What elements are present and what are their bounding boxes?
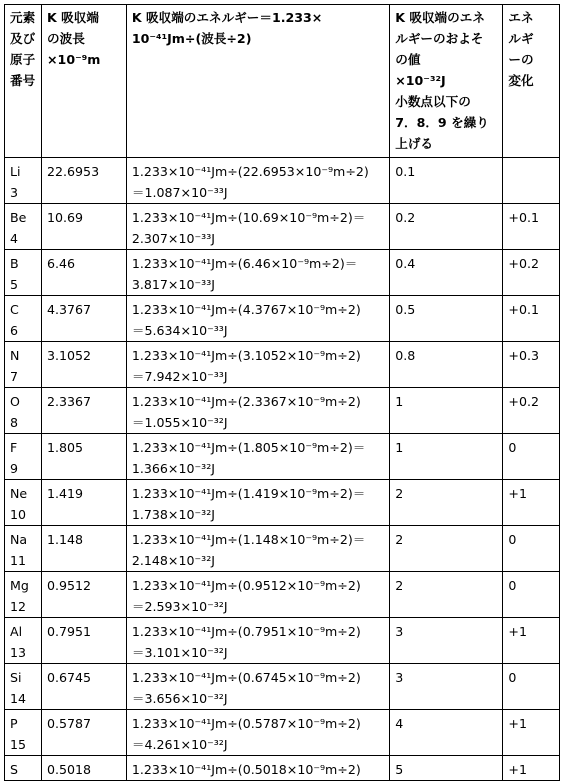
element-cell: Na 11 <box>5 526 42 572</box>
approx-energy-cell: 1 <box>390 388 503 434</box>
approx-energy-cell: 0.2 <box>390 204 503 250</box>
wavelength-cell: 0.7951 <box>42 618 127 664</box>
header-approx-energy: K 吸収端のエネ ルギーのおよそ の値 ×10⁻³²J 小数点以下の 7．8．9 を繰り 上げる <box>390 5 503 158</box>
wavelength-cell: 2.3367 <box>42 388 127 434</box>
energy-change-cell <box>503 158 560 204</box>
element-cell: Si 14 <box>5 664 42 710</box>
energy-calc-cell: 1.233×10⁻⁴¹Jm÷(10.69×10⁻⁹m÷2)＝ 2.307×10⁻³³J <box>126 204 389 250</box>
energy-change-cell: +0.2 <box>503 388 560 434</box>
energy-calc-cell: 1.233×10⁻⁴¹Jm÷(1.419×10⁻⁹m÷2)＝ 1.738×10⁻³²J <box>126 480 389 526</box>
approx-energy-cell: 0.1 <box>390 158 503 204</box>
element-cell: Mg 12 <box>5 572 42 618</box>
energy-calc-cell: 1.233×10⁻⁴¹Jm÷(0.7951×10⁻⁹m÷2) ＝3.101×10⁻³²J <box>126 618 389 664</box>
approx-energy-cell: 5 <box>390 756 503 781</box>
table-row <box>5 296 560 342</box>
energy-calc-cell: 1.233×10⁻⁴¹Jm÷(0.9512×10⁻⁹m÷2) ＝2.593×10⁻³²J <box>126 572 389 618</box>
element-cell: O 8 <box>5 388 42 434</box>
wavelength-cell: 1.805 <box>42 434 127 480</box>
wavelength-cell: 1.148 <box>42 526 127 572</box>
energy-change-cell: 0 <box>503 664 560 710</box>
table-row <box>5 388 560 434</box>
energy-change-cell: +1 <box>503 480 560 526</box>
header-row <box>5 5 560 158</box>
element-cell: N 7 <box>5 342 42 388</box>
wavelength-cell: 0.5787 <box>42 710 127 756</box>
table-row <box>5 710 560 756</box>
energy-change-cell: 0 <box>503 526 560 572</box>
table-row <box>5 204 560 250</box>
table-row <box>5 526 560 572</box>
energy-change-cell: +1 <box>503 756 560 781</box>
element-cell: S <box>5 756 42 781</box>
element-cell: P 15 <box>5 710 42 756</box>
approx-energy-cell: 0.8 <box>390 342 503 388</box>
energy-change-cell: +0.3 <box>503 342 560 388</box>
approx-energy-cell: 4 <box>390 710 503 756</box>
table-row <box>5 480 560 526</box>
header-element: 元素 及び 原子 番号 <box>5 5 42 158</box>
approx-energy-cell: 0.4 <box>390 250 503 296</box>
approx-energy-cell: 2 <box>390 480 503 526</box>
wavelength-cell: 3.1052 <box>42 342 127 388</box>
energy-change-cell: 0 <box>503 572 560 618</box>
wavelength-cell: 10.69 <box>42 204 127 250</box>
approx-energy-cell: 2 <box>390 572 503 618</box>
element-cell: C 6 <box>5 296 42 342</box>
element-cell: Ne 10 <box>5 480 42 526</box>
energy-change-cell: +0.1 <box>503 204 560 250</box>
energy-change-cell: +0.1 <box>503 296 560 342</box>
approx-energy-cell: 3 <box>390 664 503 710</box>
energy-calc-cell: 1.233×10⁻⁴¹Jm÷(6.46×10⁻⁹m÷2)＝ 3.817×10⁻³³J <box>126 250 389 296</box>
wavelength-cell: 0.5018 <box>42 756 127 781</box>
energy-change-cell: 0 <box>503 434 560 480</box>
element-cell: B 5 <box>5 250 42 296</box>
header-energy-formula: K 吸収端のエネルギー＝1.233× 10⁻⁴¹Jm÷(波長÷2) <box>126 5 389 158</box>
energy-change-cell: +1 <box>503 618 560 664</box>
table-row <box>5 342 560 388</box>
energy-calc-cell: 1.233×10⁻⁴¹Jm÷(0.5787×10⁻⁹m÷2) ＝4.261×10⁻³²J <box>126 710 389 756</box>
element-cell: F 9 <box>5 434 42 480</box>
wavelength-cell: 4.3767 <box>42 296 127 342</box>
energy-calc-cell: 1.233×10⁻⁴¹Jm÷(1.805×10⁻⁹m÷2)＝ 1.366×10⁻³²J <box>126 434 389 480</box>
element-cell: Be 4 <box>5 204 42 250</box>
approx-energy-cell: 2 <box>390 526 503 572</box>
table-row <box>5 664 560 710</box>
table-row <box>5 158 560 204</box>
energy-calc-cell: 1.233×10⁻⁴¹Jm÷(1.148×10⁻⁹m÷2)＝ 2.148×10⁻³²J <box>126 526 389 572</box>
table-row <box>5 250 560 296</box>
wavelength-cell: 1.419 <box>42 480 127 526</box>
energy-calc-cell: 1.233×10⁻⁴¹Jm÷(0.5018×10⁻⁹m÷2) <box>126 756 389 781</box>
table-row <box>5 756 560 781</box>
element-cell: Li 3 <box>5 158 42 204</box>
energy-change-cell: +1 <box>503 710 560 756</box>
table-row <box>5 572 560 618</box>
energy-calc-cell: 1.233×10⁻⁴¹Jm÷(2.3367×10⁻⁹m÷2) ＝1.055×10⁻³²J <box>126 388 389 434</box>
header-wavelength: K 吸収端 の波長 ×10⁻⁹m <box>42 5 127 158</box>
wavelength-cell: 22.6953 <box>42 158 127 204</box>
approx-energy-cell: 3 <box>390 618 503 664</box>
energy-change-cell: +0.2 <box>503 250 560 296</box>
wavelength-cell: 0.9512 <box>42 572 127 618</box>
energy-calc-cell: 1.233×10⁻⁴¹Jm÷(22.6953×10⁻⁹m÷2) ＝1.087×10⁻³³J <box>126 158 389 204</box>
table-body <box>5 158 560 781</box>
wavelength-cell: 6.46 <box>42 250 127 296</box>
energy-calc-cell: 1.233×10⁻⁴¹Jm÷(4.3767×10⁻⁹m÷2) ＝5.634×10⁻³³J <box>126 296 389 342</box>
energy-calc-cell: 1.233×10⁻⁴¹Jm÷(3.1052×10⁻⁹m÷2) ＝7.942×10⁻³³J <box>126 342 389 388</box>
approx-energy-cell: 0.5 <box>390 296 503 342</box>
k-absorption-table <box>4 4 560 781</box>
element-cell: Al 13 <box>5 618 42 664</box>
table-row <box>5 434 560 480</box>
table-row <box>5 618 560 664</box>
wavelength-cell: 0.6745 <box>42 664 127 710</box>
header-energy-change: エネ ルギ ーの 変化 <box>503 5 560 158</box>
approx-energy-cell: 1 <box>390 434 503 480</box>
energy-calc-cell: 1.233×10⁻⁴¹Jm÷(0.6745×10⁻⁹m÷2) ＝3.656×10⁻³²J <box>126 664 389 710</box>
